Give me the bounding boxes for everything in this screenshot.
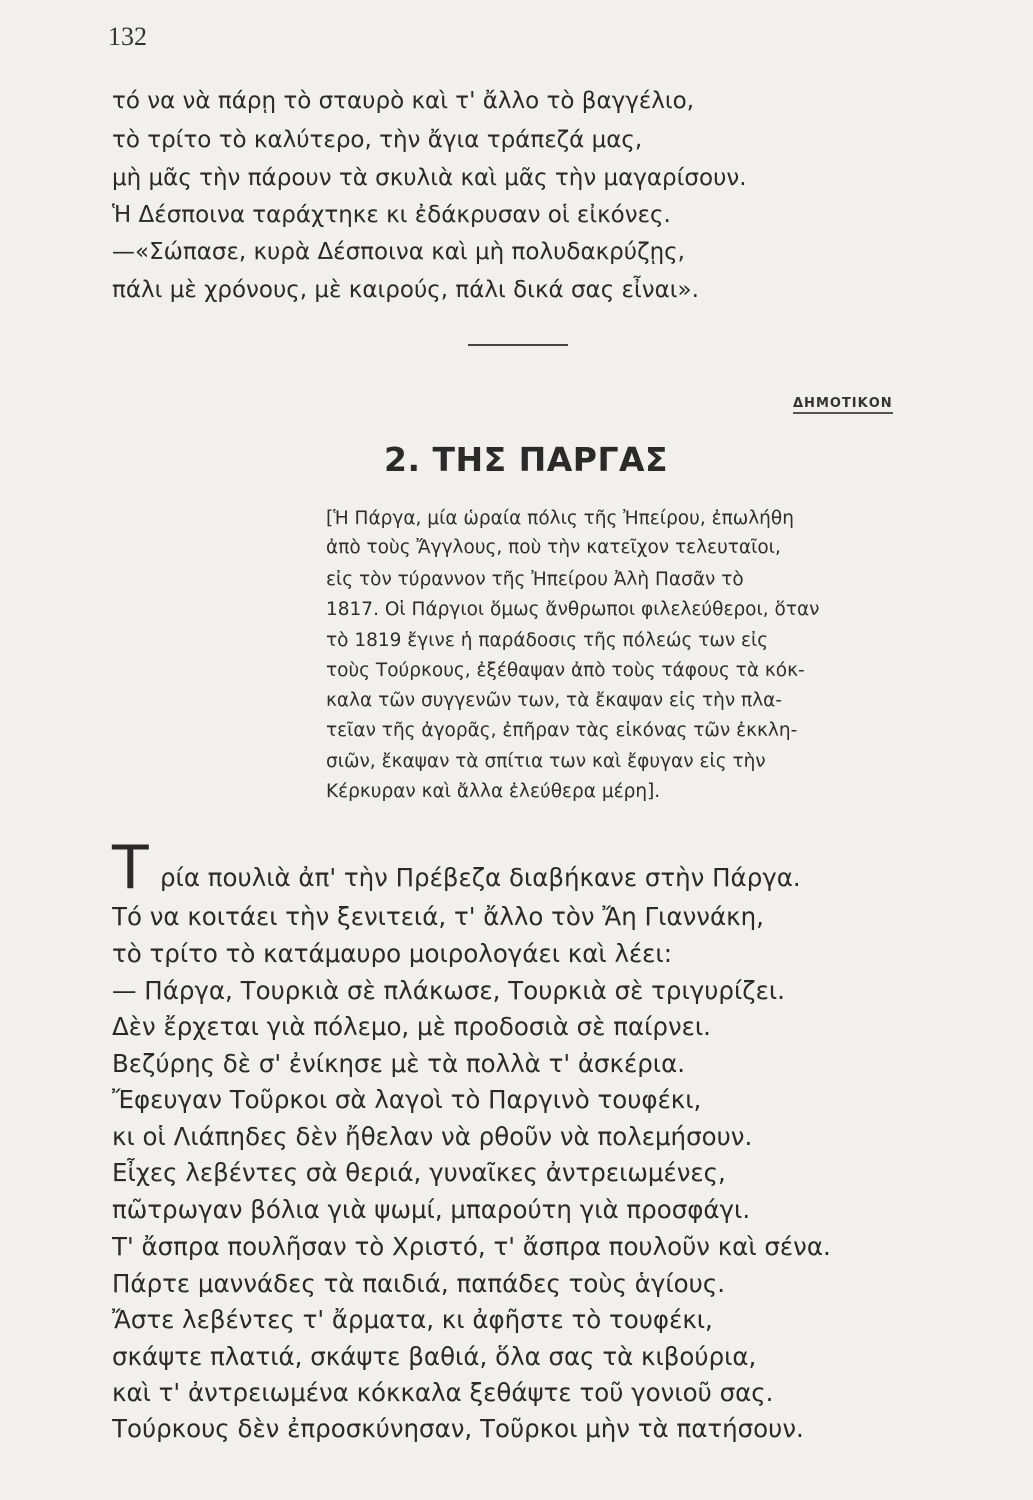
poem-line: Βεζύρης δὲ σ' ἐνίκησε μὲ τὰ πολλὰ τ' ἀσκέρια. [112, 1049, 686, 1078]
intro-line: τὸ 1819 ἔγινε ἡ παράδοσις τῆς πόλεώς των εἰς [326, 630, 769, 651]
poem-line: Ἄστε λεβέντες τ' ἄρματα, κι ἀφῆστε τὸ τουφέκι, [112, 1305, 713, 1334]
page-number: 132 [108, 22, 147, 51]
poem-line: Τούρκους δὲν ἐπροσκύνησαν, Τοῦρκοι μὴν τὰ πατήσουν. [112, 1414, 804, 1443]
poem-line: σκάψτε πλατιά, σκάψτε βαθιά, ὅλα σας τὰ κιβούρια, [112, 1342, 757, 1371]
poem-line: πῶτρωγαν βόλια γιὰ ψωμί, μπαρούτη γιὰ προσφάγι. [112, 1195, 751, 1224]
poem-line: Πάρτε μαννάδες τὰ παιδιά, παπάδες τοὺς ἁγίους. [112, 1269, 726, 1298]
poem-line: — Πάργα, Τουρκιὰ σὲ πλάκωσε, Τουρκιὰ σὲ τριγυρίζει. [112, 976, 785, 1005]
intro-line: [Ἡ Πάργα, μία ὡραία πόλις τῆς Ἠπείρου, ἐπωλήθη [326, 508, 794, 529]
verse-line: τὸ τρίτο τὸ καλύτερο, τὴν ἄγια τράπεζά μας, [112, 127, 643, 153]
poem-line: Ἔφευγαν Τοῦρκοι σὰ λαγοὶ τὸ Παργινὸ τουφέκι, [112, 1085, 702, 1114]
poem-line: Εἶχες λεβέντες σὰ θεριά, γυναῖκες ἀντρειωμένες, [112, 1158, 726, 1187]
section-label: ΔΗΜΟΤΙΚΟΝ [793, 396, 893, 414]
poem-line: τὸ τρίτο τὸ κατάμαυρο μοιρολογάει καὶ λέει: [112, 939, 672, 968]
intro-line: ἀπὸ τοὺς Ἄγγλους, ποὺ τὴν κατεῖχον τελευταῖοι, [326, 537, 781, 558]
poem-line: ρία πουλιὰ ἀπ' τὴν Πρέβεζα διαβήκανε στὴν Πάργα. [160, 863, 801, 892]
verse-line: πάλι μὲ χρόνους, μὲ καιρούς, πάλι δικά σας εἶναι». [112, 277, 699, 303]
verse-line: μὴ μᾶς τὴν πάρουν τὰ σκυλιὰ καὶ μᾶς τὴν μαγαρίσουν. [112, 165, 747, 191]
verse-line: Ἡ Δέσποινα ταράχτηκε κι ἐδάκρυσαν οἱ εἰκόνες. [112, 202, 671, 228]
section-divider [468, 344, 568, 346]
verse-line: —«Σώπασε, κυρὰ Δέσποινα καὶ μὴ πολυδακρύζῃς, [112, 239, 685, 265]
intro-line: εἰς τὸν τύραννον τῆς Ἠπείρου Ἀλὴ Πασᾶν τὸ [326, 569, 744, 590]
poem-line: καὶ τ' ἀντρειωμένα κόκκαλα ξεθάψτε τοῦ γονιοῦ σας. [112, 1378, 774, 1407]
poem-line: Δὲν ἔρχεται γιὰ πόλεμο, μὲ προδοσιὰ σὲ παίρνει. [112, 1012, 711, 1041]
drop-cap: Τ [112, 833, 149, 903]
intro-line: σιῶν, ἔκαψαν τὰ σπίτια των καὶ ἔφυγαν εἰς τὴν [326, 751, 766, 772]
intro-line: Κέρκυραν καὶ ἄλλα ἐλεύθερα μέρη]. [326, 781, 661, 802]
intro-line: 1817. Οἱ Πάργιοι ὅμως ἄνθρωποι φιλελεύθεροι, ὅταν [326, 599, 820, 620]
verse-line: τό να νὰ πάρῃ τὸ σταυρὸ καὶ τ' ἄλλο τὸ βαγγέλιο, [112, 88, 695, 114]
poem-line: κι οἱ Λιάπηδες δὲν ἤθελαν νὰ ρθοῦν νὰ πολεμήσουν. [112, 1122, 753, 1151]
intro-line: τεῖαν τῆς ἀγορᾶς, ἐπῆραν τὰς εἰκόνας τῶν ἐκκλη- [326, 720, 798, 741]
poem-line: Τό να κοιτάει τὴν ξενιτειά, τ' ἄλλο τὸν Ἄη Γιαννάκη, [112, 902, 764, 931]
poem-line: Τ' ἄσπρα πουλῆσαν τὸ Χριστό, τ' ἄσπρα πουλοῦν καὶ σένα. [112, 1232, 831, 1261]
intro-line: τοὺς Τούρκους, ἐξέθαψαν ἀπὸ τοὺς τάφους τὰ κόκ- [326, 660, 805, 681]
intro-line: καλα τῶν συγγενῶν των, τὰ ἔκαψαν εἰς τὴν πλα- [326, 690, 783, 711]
poem-title: 2. ΤΗΣ ΠΑΡΓΑΣ [384, 440, 669, 479]
